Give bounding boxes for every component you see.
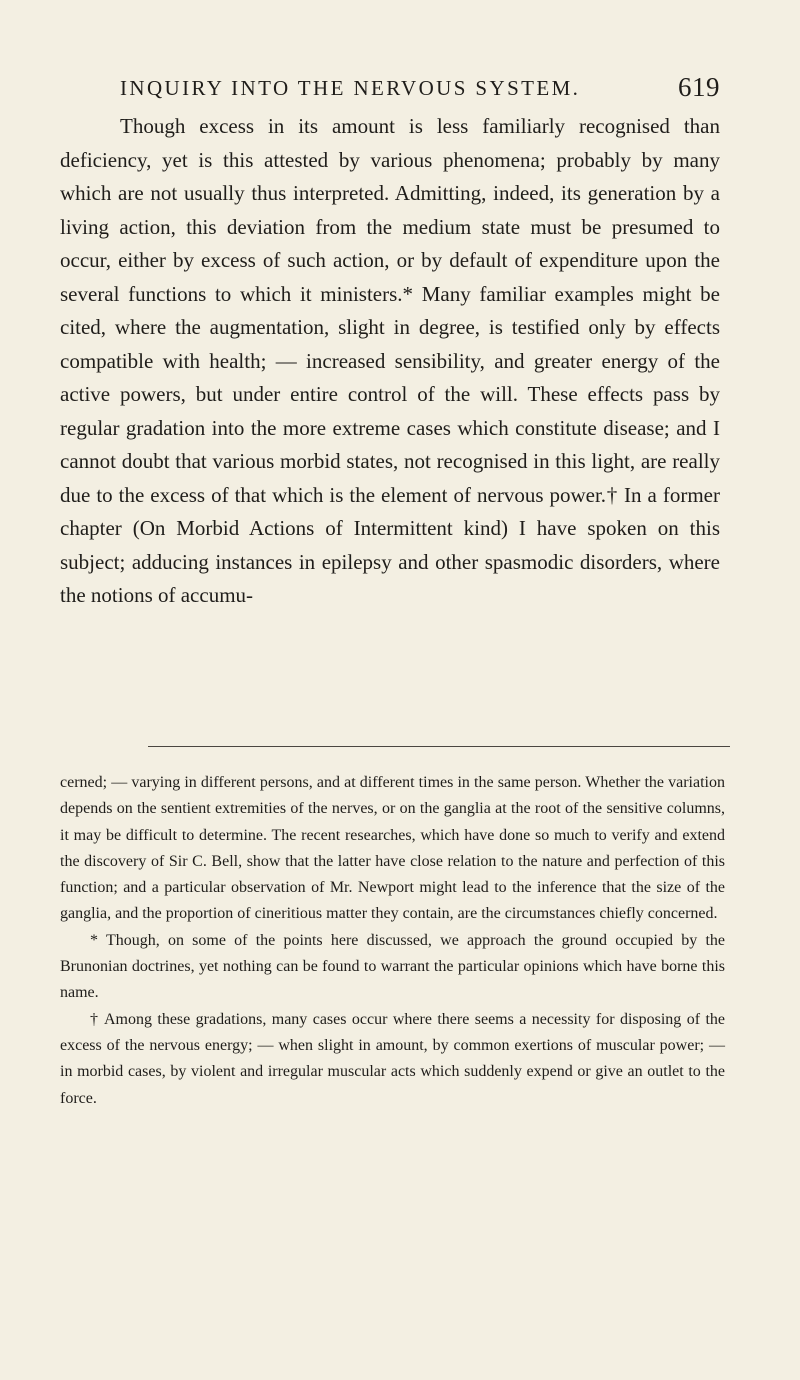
footnote-divider bbox=[148, 746, 730, 747]
running-title: INQUIRY INTO THE NERVOUS SYSTEM. bbox=[120, 76, 581, 100]
body-paragraph: Though excess in its amount is less familiarly recognised than deficiency, yet is this attested by various phenomena; probably by many which are not usually thus interpreted. Admitting, indeed, its generation by a living action, this deviation from the medium state must be presumed to occur, either by excess of such action, or by default of expenditure upon the several functions to which it ministers.* Many familiar examples might be cited, where the augmentation, slight in degree, is testified only by effects compatible with health; — increased sensibility, and greater energy of the active powers, but under entire control of the will. These effects pass by regular gradation into the more extreme cases which constitute disease; and I cannot doubt that various morbid states, not recognised in this light, are really due to the excess of that which is the element of nervous power.† In a former chapter (On Morbid Actions of Intermittent kind) I have spoken on this subject; adducing instances in epilepsy and other spasmodic disorders, where the notions of accumu- bbox=[60, 114, 720, 607]
footnote-dagger: † Among these gradations, many cases occur where there seems a necessity for disposing of the excess of the nervous energy; — when slight in amount, by common exertions of muscular power; — in morbid cases, by violent and irregular muscular acts which suddenly expend or give an outlet to the force. bbox=[60, 1010, 725, 1107]
footnotes bbox=[60, 770, 725, 1112]
footnote-continuation: cerned; — varying in different persons, and at different times in the same person. Whether the variation depends on the sentient extremities of the nerves, or on the ganglia at the root of the sensitive columns, it may be difficult to determine. The recent researches, which have done so much to verify and extend the discovery of Sir C. Bell, show that the latter have close relation to the nature and perfection of this function; and a particular observation of Mr. Newport might lead to the inference that the size of the ganglia, and the proportion of cineritious matter they contain, are the circumstances chiefly concerned. bbox=[60, 774, 725, 923]
running-head bbox=[120, 72, 720, 106]
page-number: 619 bbox=[678, 72, 720, 102]
footnote-asterisk: * Though, on some of the points here discussed, we approach the ground occupied by the Brunonian doctrines, yet nothing can be found to warrant the particular opinions which have borne this name. bbox=[60, 931, 725, 1002]
main-text bbox=[60, 110, 720, 613]
